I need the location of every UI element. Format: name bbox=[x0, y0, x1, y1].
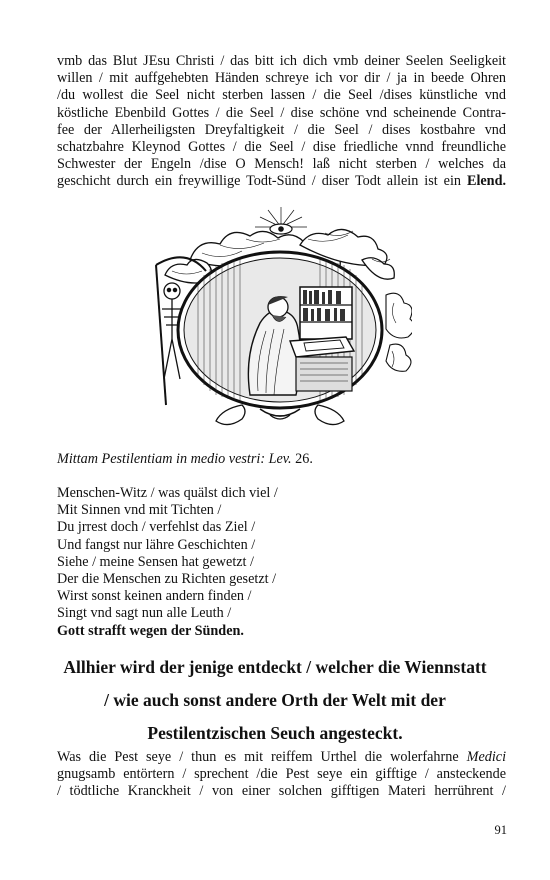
text-line: willen / mit auffgehebten Händen schreye ich vor dir / ja in beede Ohren bbox=[57, 70, 506, 87]
text-segment: geschicht durch ein freywillige Todt-Sünd / diser Todt allein ist ein bbox=[57, 173, 461, 190]
poem-line: Mit Sinnen vnd mit Tichten / bbox=[57, 502, 222, 519]
foliage bbox=[386, 293, 412, 371]
text-line-last bbox=[57, 173, 506, 190]
section-heading-line: / wie auch sonst andere Orth der Welt mit der bbox=[104, 690, 446, 710]
text-line: gnugsamb entörtern / sprechent /die Pest seye ein gifftige / ansteckende bbox=[57, 766, 506, 783]
page-number: 91 bbox=[494, 823, 507, 837]
caption-number: 26. bbox=[295, 451, 313, 467]
text-line: köstliche Ebenbild Gottes / die Seel / dise schöne vnd scheinende Contra- bbox=[57, 104, 506, 121]
poem-line: Siehe / meine Sensen hat gewetzt / bbox=[57, 553, 254, 570]
poem-line: Du jrrest doch / verfehlst das Ziel / bbox=[57, 519, 256, 536]
bold-word-elend: Elend. bbox=[466, 173, 507, 190]
radiant-eye bbox=[255, 207, 307, 234]
text-segment: Was die Pest seye / thun es mit reiffem Urthel die wolerfahrne bbox=[57, 749, 459, 765]
text-line bbox=[57, 749, 506, 766]
poem bbox=[57, 485, 278, 640]
poem-line: Wirst sonst keinen andern finden / bbox=[57, 588, 252, 605]
bookshelf bbox=[300, 287, 352, 339]
writing-desk bbox=[290, 337, 354, 391]
text-line: fee der Allerheiligsten Dreyfaltigkeit / die Seel / dises kostbahre vnd bbox=[57, 121, 506, 138]
poem-line: Und fangst nur lähre Geschichten / bbox=[57, 536, 256, 553]
engraving-svg bbox=[150, 205, 412, 430]
poem-line: Menschen-Witz / was quälst dich viel / bbox=[57, 485, 278, 501]
italic-word-medici: Medici bbox=[466, 749, 507, 765]
poem-line: Der die Menschen zu Richten gesetzt / bbox=[57, 571, 277, 588]
text-line: vmb das Blut JEsu Christi / das bitt ich dich vmb deiner Seelen Seeligkeit bbox=[57, 53, 506, 69]
text-line: / tödtliche Kranckheit / von einer solchen gifftigen Materi herrührent / bbox=[57, 783, 506, 800]
paragraph-top bbox=[57, 53, 506, 191]
engraving-illustration bbox=[150, 205, 412, 430]
text-line: Schwester der Engeln /dise O Mensch! laß nicht sterben / welches da bbox=[57, 156, 506, 173]
section-heading-line: Allhier wird der jenige entdeckt / welcher die Wiennstatt bbox=[63, 657, 487, 677]
figure-caption bbox=[57, 450, 313, 468]
text-line: /du wollest die Seel nicht sterben lassen / die Seel /dises künstliche vnd bbox=[57, 87, 506, 104]
poem-bold-line: Gott strafft wegen der Sünden. bbox=[57, 622, 244, 639]
paragraph-bottom bbox=[57, 749, 506, 801]
poem-line: Singt vnd sagt nun alle Leuth / bbox=[57, 605, 232, 622]
text-line: schatzbahre Kleynod Gottes / die Seel / dise friedliche vnnd freundliche bbox=[57, 139, 506, 156]
caption-text: Mittam Pestilentiam in medio vestri: Lev. bbox=[57, 451, 292, 467]
section-heading-line: Pestilentzischen Seuch angesteckt. bbox=[147, 723, 403, 743]
